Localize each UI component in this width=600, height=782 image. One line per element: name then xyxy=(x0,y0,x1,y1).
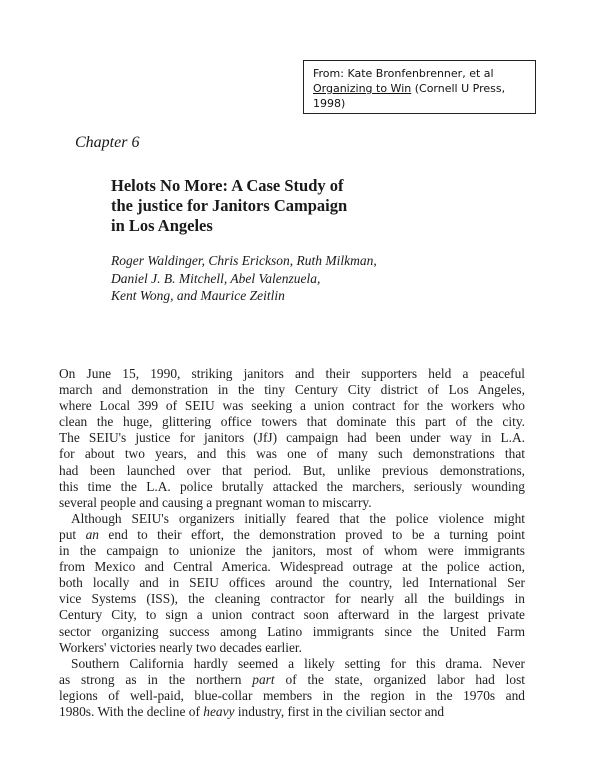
author-line: Daniel J. B. Mitchell, Abel Valenzuela, xyxy=(111,270,321,286)
body-line: 1980s. With the decline of heavy industry, first in the civilian sector and xyxy=(59,703,445,719)
chapter-label: Chapter 6 xyxy=(75,134,140,151)
body-line: clean the huge, glittering office towers that dominate this part of the city. xyxy=(59,414,525,430)
body-line: Although SEIU's organizers initially feared that the police violence might xyxy=(71,510,525,526)
body-line: had been launched over that period. But, unlike previous demonstrations, xyxy=(59,462,525,478)
source-line-3: 1998) xyxy=(313,97,346,110)
emphasis: heavy xyxy=(203,703,235,719)
source-publisher: (Cornell U Press, xyxy=(411,82,506,95)
author-line: Kent Wong, and Maurice Zeitlin xyxy=(111,288,285,303)
body-line: from Mexico and Central America. Widespread outrage at the police action, xyxy=(59,559,525,575)
chapter-title-line: Helots No More: A Case Study of xyxy=(111,176,344,195)
body-line: both locally and in SEIU offices around the country, led International Ser xyxy=(59,575,525,591)
source-citation-box xyxy=(303,60,536,114)
book-title: Organizing to Win xyxy=(313,82,412,95)
body-line: several people and causing a pregnant woman to miscarry. xyxy=(59,494,372,510)
body-line: Southern California hardly seemed a likely setting for this drama. Never xyxy=(71,655,525,671)
author-line: Roger Waldinger, Chris Erickson, Ruth Milkman, xyxy=(111,253,377,268)
body-text xyxy=(59,366,525,720)
body-line: as strong as in the northern part of the state, organized labor had lost xyxy=(59,671,525,687)
emphasis: an xyxy=(85,526,99,542)
source-line-2 xyxy=(313,81,526,96)
author-list xyxy=(111,252,377,305)
body-line: vice Systems (ISS), the cleaning contractor for nearly all the buildings in xyxy=(59,591,525,607)
body-line: where Local 399 of SEIU was seeking a union contract for the workers who xyxy=(59,398,525,414)
chapter-title-line: in Los Angeles xyxy=(111,216,213,235)
body-line: put an end to their effort, the demonstration proved to be a turning point xyxy=(59,526,525,542)
body-line: legions of well-paid, blue-collar members in the region in the 1970s and xyxy=(59,687,525,703)
body-line: The SEIU's justice for janitors (JfJ) campaign had been under way in L.A. xyxy=(59,430,525,446)
chapter-title-line: the justice for Janitors Campaign xyxy=(111,196,348,215)
body-line: Workers' victories nearly two decades earlier. xyxy=(59,639,303,655)
body-line: march and demonstration in the tiny Century City district of Los Angeles, xyxy=(59,382,525,398)
body-line: this time the L.A. police brutally attacked the marchers, seriously wounding xyxy=(59,478,525,494)
chapter-title xyxy=(111,176,441,236)
body-line: in the campaign to unionize the janitors, most of whom were immigrants xyxy=(59,543,525,559)
body-line: for about two years, and this was one of many such demonstrations that xyxy=(59,446,525,462)
body-line: Century City, to sign a union contract soon afterward in the largest private xyxy=(59,607,525,623)
body-line: On June 15, 1990, striking janitors and their supporters held a peaceful xyxy=(59,366,525,381)
source-line-1: From: Kate Bronfenbrenner, et al xyxy=(313,67,494,80)
emphasis: part xyxy=(252,671,275,687)
body-line: sector organizing success among Latino immigrants since the United Farm xyxy=(59,623,525,639)
